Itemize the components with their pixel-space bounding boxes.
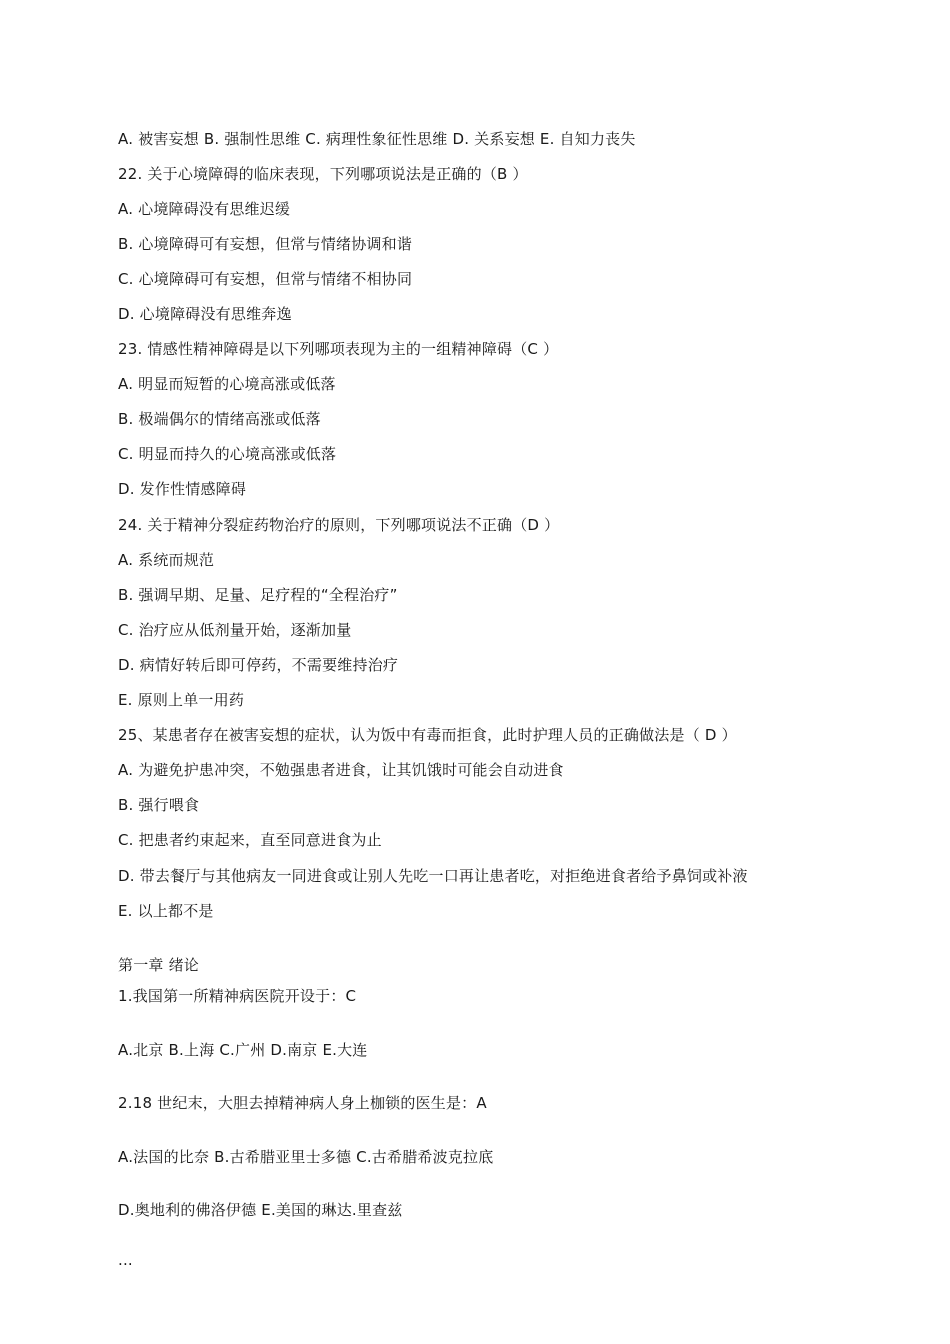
- chapter-q2-options-2: D.奥地利的佛洛伊德 E.美国的琳达.里查兹: [118, 1201, 403, 1219]
- q23-option-d: D. 发作性情感障碍: [118, 480, 247, 498]
- chapter-question-1: 1.我国第一所精神病医院开设于：C: [118, 987, 357, 1005]
- q22-option-d: D. 心境障碍没有思维奔逸: [118, 305, 292, 323]
- question-22: 22. 关于心境障碍的临床表现，下列哪项说法是正确的（B ）: [118, 165, 528, 183]
- chapter-q1-options: A.北京 B.上海 C.广州 D.南京 E.大连: [118, 1041, 368, 1059]
- q23-option-a: A. 明显而短暂的心境高涨或低落: [118, 375, 336, 393]
- q24-option-d: D. 病情好转后即可停药，不需要维持治疗: [118, 656, 399, 674]
- q22-option-a: A. 心境障碍没有思维迟缓: [118, 200, 291, 218]
- question-24: 24. 关于精神分裂症药物治疗的原则，下列哪项说法不正确（D ）: [118, 516, 560, 534]
- q24-option-b: B. 强调早期、足量、足疗程的“全程治疗”: [118, 586, 398, 604]
- q25-option-c: C. 把患者约束起来，直至同意进食为止: [118, 831, 382, 849]
- q25-option-a: A. 为避免护患冲突，不勉强患者进食，让其饥饿时可能会自动进食: [118, 761, 564, 779]
- continuation-ellipsis: ...: [118, 1251, 133, 1269]
- q23-option-c: C. 明显而持久的心境高涨或低落: [118, 445, 337, 463]
- chapter-heading: 第一章 绪论: [118, 956, 199, 974]
- chapter-question-2: 2.18 世纪末，大胆去掉精神病人身上枷锁的医生是：A: [118, 1094, 487, 1112]
- q23-option-b: B. 极端偶尔的情绪高涨或低落: [118, 410, 321, 428]
- option-line-21: A. 被害妄想 B. 强制性思维 C. 病理性象征性思维 D. 关系妄想 E. 自知力丧失: [118, 130, 636, 148]
- q22-option-c: C. 心境障碍可有妄想，但常与情绪不相协同: [118, 270, 413, 288]
- q25-option-d: D. 带去餐厅与其他病友一同进食或让别人先吃一口再让患者吃，对拒绝进食者给予鼻饲或补液: [118, 867, 748, 885]
- q24-option-c: C. 治疗应从低剂量开始，逐渐加量: [118, 621, 352, 639]
- q25-option-e: E. 以上都不是: [118, 902, 214, 920]
- question-25: 25、某患者存在被害妄想的症状，认为饭中有毒而拒食，此时护理人员的正确做法是（ D ）: [118, 726, 737, 744]
- q24-option-e: E. 原则上单一用药: [118, 691, 245, 709]
- chapter-q2-options-1: A.法国的比奈 B.古希腊亚里士多德 C.古希腊希波克拉底: [118, 1148, 494, 1166]
- q22-option-b: B. 心境障碍可有妄想，但常与情绪协调和谐: [118, 235, 413, 253]
- q24-option-a: A. 系统而规范: [118, 551, 215, 569]
- q25-option-b: B. 强行喂食: [118, 796, 200, 814]
- question-23: 23. 情感性精神障碍是以下列哪项表现为主的一组精神障碍（C ）: [118, 340, 559, 358]
